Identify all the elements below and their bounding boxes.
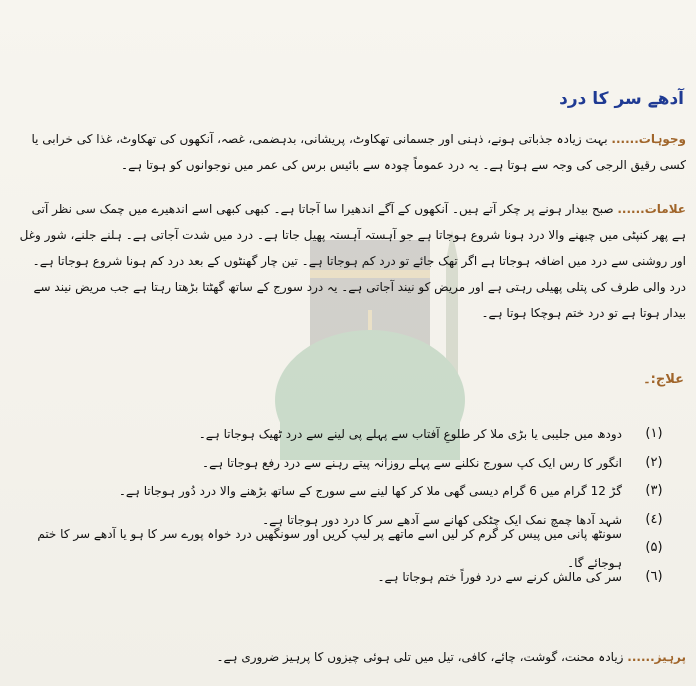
- item-text: انگور کا رس ایک کپ سورج نکلنے سے پہلے روزانہ پیتے رہنے سے درد رفع ہوجاتا ہے۔: [202, 455, 622, 470]
- causes-paragraph: [14, 126, 686, 178]
- item-number: (٦): [645, 568, 663, 584]
- treatment-list: [14, 420, 686, 592]
- page-title: آدھے سر کا درد: [559, 89, 684, 109]
- treatment-item: [14, 527, 686, 570]
- item-number: (۲): [645, 454, 663, 470]
- item-text: سونٹھ پانی میں پیس کر گرم کر لیں اسے ماتھے پر لیپ کریں اور سونگھیں درد خواہ پورے سر کا ہو یا آدھے سر کا ختم ہوجائے گا۔: [37, 527, 622, 570]
- avoid-label: پرہیز......: [627, 650, 686, 664]
- item-text: سر کی مالش کرنے سے درد فوراً ختم ہوجاتا ہے۔: [377, 569, 622, 584]
- symptoms-paragraph: [14, 196, 686, 326]
- item-number: (٤): [645, 511, 663, 527]
- causes-text: بہت زیادہ جذباتی ہونے، ذہنی اور جسمانی تھکاوٹ، پریشانی، بدہضمی، غصہ، آنکھوں کی تھکاوٹ، غذا کی خرابی یا کسی رقیق الرجی کی وجہ سے ہوتا ہے۔ یہ درد عموماً چودہ سے بائیس برس کی عمر میں نوجوانوں کو ہوتا ہے۔: [31, 132, 686, 172]
- item-text: دودھ میں جلیبی یا بڑی ملا کر طلوعِ آفتاب سے پہلے پی لینے سے درد ٹھیک ہوجاتا ہے۔: [198, 427, 622, 441]
- item-number: (۱): [645, 426, 663, 441]
- item-text: شہد آدھا چمچ نمک ایک چٹکی کھانے سے آدھے سر کا درد دور ہوجاتا ہے۔: [262, 512, 622, 527]
- avoid-text: زیادہ محنت، گوشت، چائے، کافی، تیل میں تلی ہوئی چیزوں کا پرہیز ضروری ہے۔: [216, 650, 628, 664]
- treatment-item: [14, 477, 686, 506]
- treatment-item: [14, 563, 686, 592]
- item-number: (۳): [645, 483, 663, 499]
- item-text: گڑ 12 گرام میں 6 گرام دیسی گھی ملا کر کھا لینے سے سورج کے ساتھ بڑھنے والا درد دُور ہوجاتا ہے۔: [118, 484, 622, 499]
- symptoms-text: صبح بیدار ہونے پر چکر آتے ہیں۔ آنکھوں کے آگے اندھیرا سا آجاتا ہے۔ کبھی کبھی اسے اندھیرے میں چمک سی نظر آتی ہے پھر کنپٹی میں چبھنے والا درد ہونا شروع ہوجاتا ہے جو آہستہ آہستہ پھیل جاتا ہے۔ درد میں شدت آجاتی ہے۔ ہلنے جلنے، شور وغل اور روشنی سے درد میں اضافہ ہوجاتا ہے اگر تھک جائے تو درد کم ہوجاتا ہے۔ تین چار گھنٹوں کے بعد درد کم ہونا شروع ہوجاتا ہے۔ درد والی طرف کی پتلی پھیلی رہتی ہے اور مریض کو نیند آجاتی ہے۔ یہ درد سورج کے ساتھ گھٹتا بڑھتا رہتا ہے جب مریض نیند سے بیدار ہوتا ہے تو درد ختم ہوچکا ہوتا ہے۔: [19, 202, 686, 320]
- causes-label: وجوہات......: [611, 132, 686, 146]
- avoid-paragraph: [14, 644, 686, 670]
- treatment-label: علاج:۔: [643, 372, 684, 387]
- item-number: (۵): [645, 540, 663, 556]
- treatment-item: [14, 449, 686, 478]
- symptoms-label: علامات......: [617, 202, 686, 216]
- treatment-item: [14, 420, 686, 449]
